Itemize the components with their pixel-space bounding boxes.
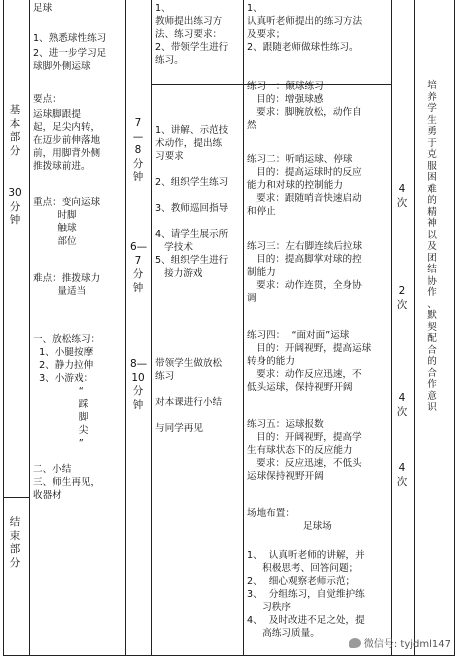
student-end-items: 1、 认真听老师的讲解，并 积极思考、回答问题； 2、 细心观察老师示范； 3、 分组练习，自觉维护练 习秩序 4、 及时改进不足之处，提 高练习质量。 bbox=[247, 550, 365, 639]
teacher-methods: 1、讲解、示范技 术动作，提出练 习要求 2、组织学生练习 3、教师巡回指导 4、请学生展示所 学技术 5、组织学生进行 接力游戏 bbox=[155, 125, 229, 279]
exercise-4: 练习四： “面对面”运球 目的：开阔视野，提高运球 转身的能力 要求：动作反应迅速，不 低头运球，保持视野开阔 bbox=[247, 330, 372, 393]
exercise-1: 练习一：颠球练习 目的：增强球感 要求：脚腕放松，动作自 然 bbox=[247, 81, 362, 131]
col-border-5 bbox=[391, 0, 392, 655]
goal-2: 2、进一步学习足 球脚外侧运球 bbox=[33, 48, 107, 72]
time-practice-1: 7 — 8 分 钟 bbox=[132, 117, 144, 183]
exercise-2: 练习二：听哨运球、停球 目的：提高运球时的反应 能力和对球的控制能力 要求：跟随哨音快速启动 和停止 bbox=[247, 154, 362, 217]
section-basic-label: 基 本 部 分 bbox=[9, 104, 21, 157]
watermark-text: 微信号: tyjdml147 bbox=[363, 639, 451, 650]
exercise-5: 练习五：运球报数 目的：开阔视野，提高学 生有球状态下的反应能力 要求：反应迅速，不低头 运球保持视野开阔 bbox=[247, 419, 362, 482]
exercise-3: 练习三：左右脚连续后拉球 目的：提高脚掌对球的控 制能力 要求：动作连贯，全身协 调 bbox=[247, 241, 363, 304]
col-border-2 bbox=[125, 0, 126, 655]
key-points-label: 要点： bbox=[33, 94, 62, 105]
col-border-3 bbox=[151, 0, 152, 655]
relax-items: 1、小腿按摩 2、静力拉伸 3、小游戏： “ 踩 脚 尖 ” bbox=[39, 347, 94, 449]
reps-1: 4 次 bbox=[396, 183, 408, 209]
reps-4: 4 次 bbox=[396, 462, 408, 488]
field-name: 足球场 bbox=[303, 521, 332, 532]
reps-3: 4 次 bbox=[396, 392, 408, 418]
col-border-4 bbox=[243, 0, 244, 655]
relax-title: 一、放松练习： bbox=[33, 334, 101, 345]
reps-2: 2 次 bbox=[396, 285, 408, 311]
teacher-intro: 1、 教师提出练习方 法、练习要求： 2、带领学生进行 练习。 bbox=[155, 3, 229, 66]
teacher-end: 带领学生做放松 练习 对本课进行小结 与同学再见 bbox=[155, 358, 223, 434]
row-separator-end bbox=[3, 497, 29, 498]
col-border-left bbox=[3, 0, 4, 655]
student-intro: 1、 认真听老师提出的练习方法 及要求； 2、跟随老师做球性练习。 bbox=[247, 3, 363, 53]
wechat-icon bbox=[349, 638, 361, 648]
field-label: 场地布置： bbox=[247, 508, 295, 519]
section-end-label: 结 束 部 分 bbox=[9, 516, 21, 569]
focus-points: 重点：变向运球 时脚 触球 部位 bbox=[33, 197, 101, 247]
col-border-6 bbox=[414, 0, 415, 655]
col-border-1 bbox=[29, 0, 30, 655]
time-practice-2: 6— 7 分 钟 bbox=[130, 241, 148, 294]
goal-1: 1、熟悉球性练习 bbox=[33, 33, 107, 44]
time-end: 8— 10 分 钟 bbox=[130, 358, 148, 411]
section-basic-time: 30 分 钟 bbox=[8, 187, 22, 226]
lesson-plan-table bbox=[3, 0, 455, 656]
goal-text: 培 养 学 生 勇 于 克 服 困 难 的 精 神 以 及 团 结 协 作 、 默 契 配 合 的 合 作 意 识 bbox=[427, 80, 437, 413]
key-points-text: 运球脚跟提 起，足尖内转， 在迈步前伸落地 前，用脚背外侧 推拨球前进。 bbox=[33, 109, 101, 172]
lesson-title: 足球 bbox=[33, 3, 53, 14]
summary-items: 二、小结 三、师生再见， 收器材 bbox=[33, 464, 101, 501]
difficulty-points: 难点：推拨球力 量适当 bbox=[33, 273, 101, 297]
watermark bbox=[349, 635, 451, 650]
